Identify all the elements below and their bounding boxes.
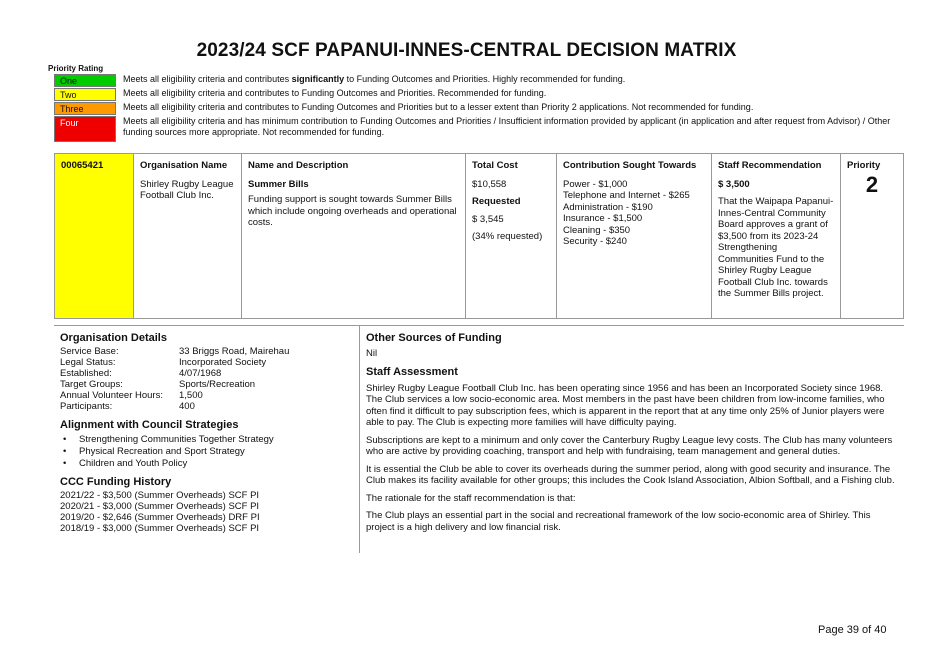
staff-recommendation-cell: [712, 154, 841, 318]
requested-label: Requested: [472, 196, 521, 207]
project-name: Summer Bills: [248, 178, 309, 190]
assessment-paragraph: It is essential the Club be able to cover its overheads during the summer period, along with good security and insurance. The Club makes its facility available for other groups; this includes the Cook Island Association, Albion Softball, and a Fishing club.: [366, 463, 895, 486]
priority-desc-three: Meets all eligibility criteria and contributes to Funding Outcomes and Priorities but to a lesser extent than Priority 2 applications. Not recommended for funding.: [123, 102, 754, 112]
priority-row-two: [54, 88, 547, 101]
priority-swatch-three: Three: [54, 102, 116, 115]
organisation-details-panel: [54, 325, 360, 553]
assessment-paragraph: Subscriptions are kept to a minimum and only cover the Canterbury Rugby League levy costs. The Club has many volunteers who are active by providing coaching, transport and help with fundraising, team management and general duties.: [366, 434, 893, 457]
cost-header: Total Cost: [472, 160, 518, 171]
priority-swatch-two: Two: [54, 88, 116, 101]
other-sources-value: Nil: [366, 348, 378, 359]
name-description-cell: [242, 154, 466, 318]
priority-swatch-four: Four: [54, 116, 116, 142]
funding-history-item: 2018/19 - $3,000 (Summer Overheads) SCF PI: [60, 523, 260, 534]
detail-row: Established: 4/07/1968: [60, 368, 222, 379]
funding-history-heading: CCC Funding History: [60, 476, 172, 488]
org-header: Organisation Name: [140, 160, 228, 171]
funding-history-item: 2020/21 - $3,000 (Summer Overheads) SCF PI: [60, 501, 260, 512]
org-name: Shirley Rugby League Football Club Inc.: [140, 178, 234, 201]
assessment-paragraph: The rationale for the staff recommendation is that:: [366, 492, 576, 504]
contrib-item: Administration - $190: [563, 201, 653, 213]
alignment-list: [60, 434, 353, 470]
page-title: 2023/24 SCF PAPANUI-INNES-CENTRAL DECISION MATRIX: [196, 40, 737, 61]
assessment-panel: [360, 325, 904, 553]
requested-amount: $ 3,545: [472, 213, 504, 225]
project-description: Funding support is sought towards Summer Bills which include ongoing overheads and operational costs.: [248, 194, 457, 228]
organisation-cell: [134, 154, 242, 318]
list-item: • Physical Recreation and Sport Strategy: [63, 446, 245, 457]
priority-row-three: [54, 102, 754, 115]
detail-row: Target Groups: Sports/Recreation: [60, 379, 256, 390]
decision-matrix: [54, 153, 904, 319]
total-cost: $10,558: [472, 178, 507, 190]
staff-recommendation-text: That the Waipapa Papanui-Innes-Central Community Board approves a grant of $3,500 from its 2023-24 Strengthening Communities Fund to the Shirley Rugby League Football Club Inc. towards the Summer Bills project.: [718, 196, 834, 299]
staff-assessment-heading: Staff Assessment: [366, 365, 458, 378]
priority-cell: [841, 154, 903, 318]
priority-desc-one: Meets all eligibility criteria and contributes significantly to Funding Outcomes and Priorities. Highly recommended for funding.: [123, 74, 626, 84]
assessment-paragraph: Shirley Rugby League Football Club Inc. has been operating since 1956 and has been an Incorporated Society since 1968. The Club services a low socio-economic area. Most members in the past have been children from low-income families, who often find it difficult to pay subscription fees, which is apparent in the report that at any time only 25% of Junior players were able to pay. The Club is expecting more families will have difficulty paying.: [366, 382, 885, 428]
funding-history-item: 2019/20 - $2,646 (Summer Overheads) DRF PI: [60, 512, 260, 523]
list-item: • Children and Youth Policy: [63, 458, 188, 469]
staff-header: Staff Recommendation: [718, 160, 822, 171]
priority-value: 2: [865, 171, 879, 197]
page-number: Page 39 of 40: [818, 624, 887, 636]
org-details-heading: Organisation Details: [60, 332, 167, 344]
detail-row: Annual Volunteer Hours: 1,500: [60, 390, 203, 401]
contribution-cell: [557, 154, 712, 318]
priority-desc-four: Meets all eligibility criteria and has minimum contribution to Funding Outcomes and Priorities / Insufficient information provided by applicant (in application and after request from Advisor) / Other funding sources more appropriate. Not recommended for funding.: [123, 116, 891, 137]
detail-row: Service Base: 33 Briggs Road, Mairehau: [60, 346, 290, 357]
staff-amount: $ 3,500: [718, 178, 750, 190]
assessment-paragraph: The Club plays an essential part in the social and recreational framework of the low socio-economic area of Shirley. This project is a high delivery and low financial risk.: [366, 510, 871, 533]
detail-row: Participants: 400: [60, 401, 195, 412]
contrib-item: Telephone and Internet - $265: [563, 190, 690, 201]
other-sources-heading: Other Sources of Funding: [366, 332, 502, 344]
priority-swatch-one: One: [54, 74, 116, 87]
contrib-header: Contribution Sought Towards: [563, 160, 697, 171]
priority-rating-heading: Priority Rating: [48, 64, 104, 73]
priority-row-one: [54, 74, 626, 87]
priority-row-four: [54, 116, 891, 142]
priority-header: Priority: [847, 160, 881, 171]
contrib-item: Security - $240: [563, 236, 627, 247]
priority-desc-two: Meets all eligibility criteria and contributes to Funding Outcomes and Priorities. Recommended for funding.: [123, 88, 547, 98]
contrib-item: Cleaning - $350: [563, 224, 631, 236]
cost-cell: [466, 154, 557, 318]
requested-percent: (34% requested): [472, 231, 543, 242]
application-id: 00065421: [55, 154, 134, 318]
alignment-heading: Alignment with Council Strategies: [60, 419, 239, 431]
contrib-item: Power - $1,000: [563, 178, 628, 190]
funding-history-item: 2021/22 - $3,500 (Summer Overheads) SCF PI: [60, 490, 260, 501]
detail-row: Legal Status: Incorporated Society: [60, 357, 267, 368]
name-header: Name and Description: [248, 160, 349, 171]
list-item: • Strengthening Communities Together Strategy: [63, 434, 274, 445]
contrib-item: Insurance - $1,500: [563, 213, 643, 224]
